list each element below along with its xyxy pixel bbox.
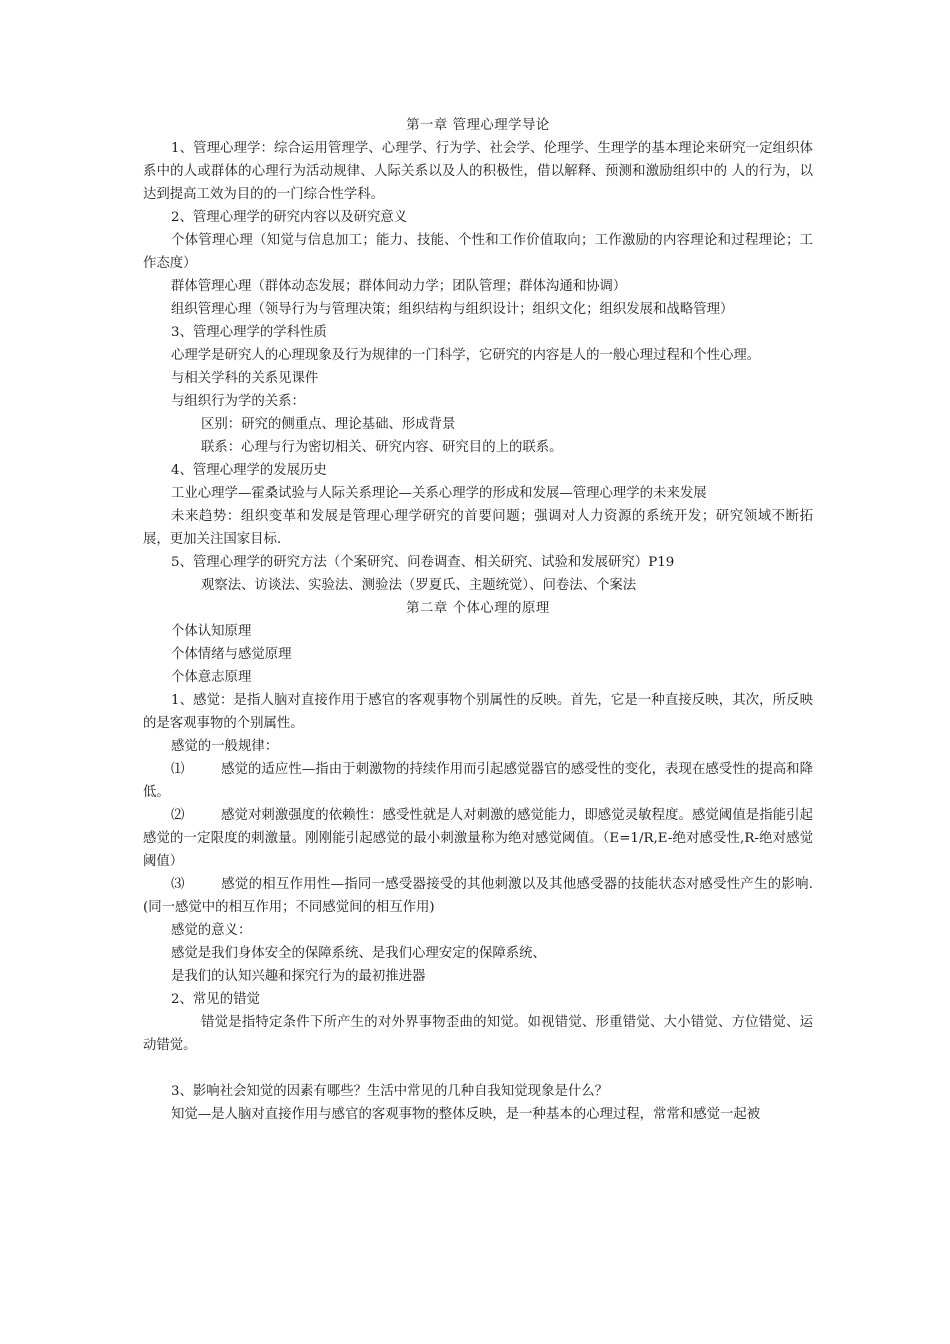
ch2-law-3: [143, 873, 813, 919]
ch2-section-3-perception: 知觉—是人脑对直接作用与感官的客观事物的整体反映，是一种基本的心理过程，常常和感觉一起被: [171, 1107, 761, 1122]
ch1-section-1: 1、管理心理学：综合运用管理学、心理学、行为学、社会学、伦理学、生理学的基本理论来研究一定组织体系中的人或群体的心理行为活动规律、人际关系以及人的积极性，借以解释、预测和激励组织中的 人的行为，以达到提高工效为目的的一门综合性学科。: [143, 141, 813, 202]
ch1-section-4-heading: 4、管理心理学的发展历史: [171, 463, 327, 478]
ch1-section-2-group: 群体管理心理（群体动态发展；群体间动力学；团队管理；群体沟通和协调）: [171, 279, 627, 294]
ch2-section-2-heading: 2、常见的错觉: [171, 992, 260, 1007]
chapter-2-title: 第二章 个体心理的原理: [406, 601, 550, 616]
ch2-meaning-heading: 感觉的意义：: [171, 923, 252, 938]
ch1-section-5-heading: 5、管理心理学的研究方法（个案研究、问卷调查、相关研究、试验和发展研究）P19: [171, 555, 675, 570]
ch1-section-2-organization: 组织管理心理（领导行为与管理决策；组织结构与组织设计；组织文化；组织发展和战略管理）: [171, 302, 734, 317]
ch1-section-3-ob-relation: 与组织行为学的关系：: [171, 394, 305, 409]
ch2-topic-cognition: 个体认知原理: [171, 624, 252, 639]
ch1-section-3-heading: 3、管理心理学的学科性质: [171, 325, 327, 340]
ch1-section-5-methods: 观察法、访谈法、实验法、测验法（罗夏氏、主题统觉）、问卷法、个案法: [201, 578, 637, 593]
ch1-section-4-history: 工业心理学—霍桑试验与人际关系理论—关系心理学的形成和发展—管理心理学的未来发展: [171, 486, 707, 501]
ch2-law-2: [143, 804, 813, 873]
ch2-section-1-sensation: 1、感觉：是指人脑对直接作用于感官的客观事物个别属性的反映。首先，它是一种直接反映，其次，所反映的是客观事物的个别属性。: [143, 693, 813, 731]
ch2-meaning-safety: 感觉是我们身体安全的保障系统、是我们心理安定的保障系统、: [171, 946, 546, 961]
ch2-section-2-illusion: 错觉是指特定条件下所产生的对外界事物歪曲的知觉。如视错觉、形重错觉、大小错觉、方位错觉、运动错觉。: [143, 1015, 813, 1053]
document-page: [143, 114, 813, 1126]
law-1-text: 感觉的适应性—指由于刺激物的持续作用而引起感觉器官的感受性的变化，表现在感受性的提高和降低。: [143, 762, 813, 800]
ch1-section-3-psychology: 心理学是研究人的心理现象及行为规律的一门科学，它研究的内容是人的一般心理过程和个性心理。: [171, 348, 761, 363]
ch1-section-3-related: 与相关学科的关系见课件: [171, 371, 319, 386]
ch1-section-3-difference: 区别：研究的侧重点、理论基础、形成背景: [201, 417, 456, 432]
law-3-text: 感觉的相互作用性—指同一感受器接受的其他刺激以及其他感受器的技能状态对感受性产生的影响.(同一感觉中的相互作用；不同感觉间的相互作用): [143, 877, 813, 915]
ch1-section-4-trend: 未来趋势：组织变革和发展是管理心理学研究的首要问题；强调对人力资源的系统开发；研究领域不断拓展，更加关注国家目标.: [143, 509, 813, 547]
law-2-number: ⑵: [171, 808, 185, 823]
ch1-section-3-connection: 联系：心理与行为密切相关、研究内容、研究目的上的联系。: [201, 440, 563, 455]
ch2-section-3-heading: 3、影响社会知觉的因素有哪些？生活中常见的几种自我知觉现象是什么？: [171, 1084, 609, 1099]
ch1-section-2-individual: 个体管理心理（知觉与信息加工；能力、技能、个性和工作价值取向；工作激励的内容理论和过程理论；工作态度）: [143, 233, 813, 271]
ch2-laws-heading: 感觉的一般规律：: [171, 739, 279, 754]
ch2-topic-emotion: 个体情绪与感觉原理: [171, 647, 292, 662]
ch2-law-1: [143, 758, 813, 804]
ch2-topic-will: 个体意志原理: [171, 670, 252, 685]
chapter-1-title: 第一章 管理心理学导论: [406, 118, 550, 133]
ch1-section-2-heading: 2、管理心理学的研究内容以及研究意义: [171, 210, 408, 225]
law-2-text: 感觉对刺激强度的依赖性：感受性就是人对刺激的感觉能力，即感觉灵敏程度。感觉阈值是指能引起感觉的一定限度的刺激量。刚刚能引起感觉的最小刺激量称为绝对感觉阈值。（E=1/R,E-绝对感受性,R-绝对感觉阈值）: [143, 808, 813, 869]
law-1-number: ⑴: [171, 762, 185, 777]
ch2-meaning-cognition: 是我们的认知兴趣和探究行为的最初推进器: [171, 969, 426, 984]
blank-line: [143, 1057, 813, 1080]
law-3-number: ⑶: [171, 877, 185, 892]
